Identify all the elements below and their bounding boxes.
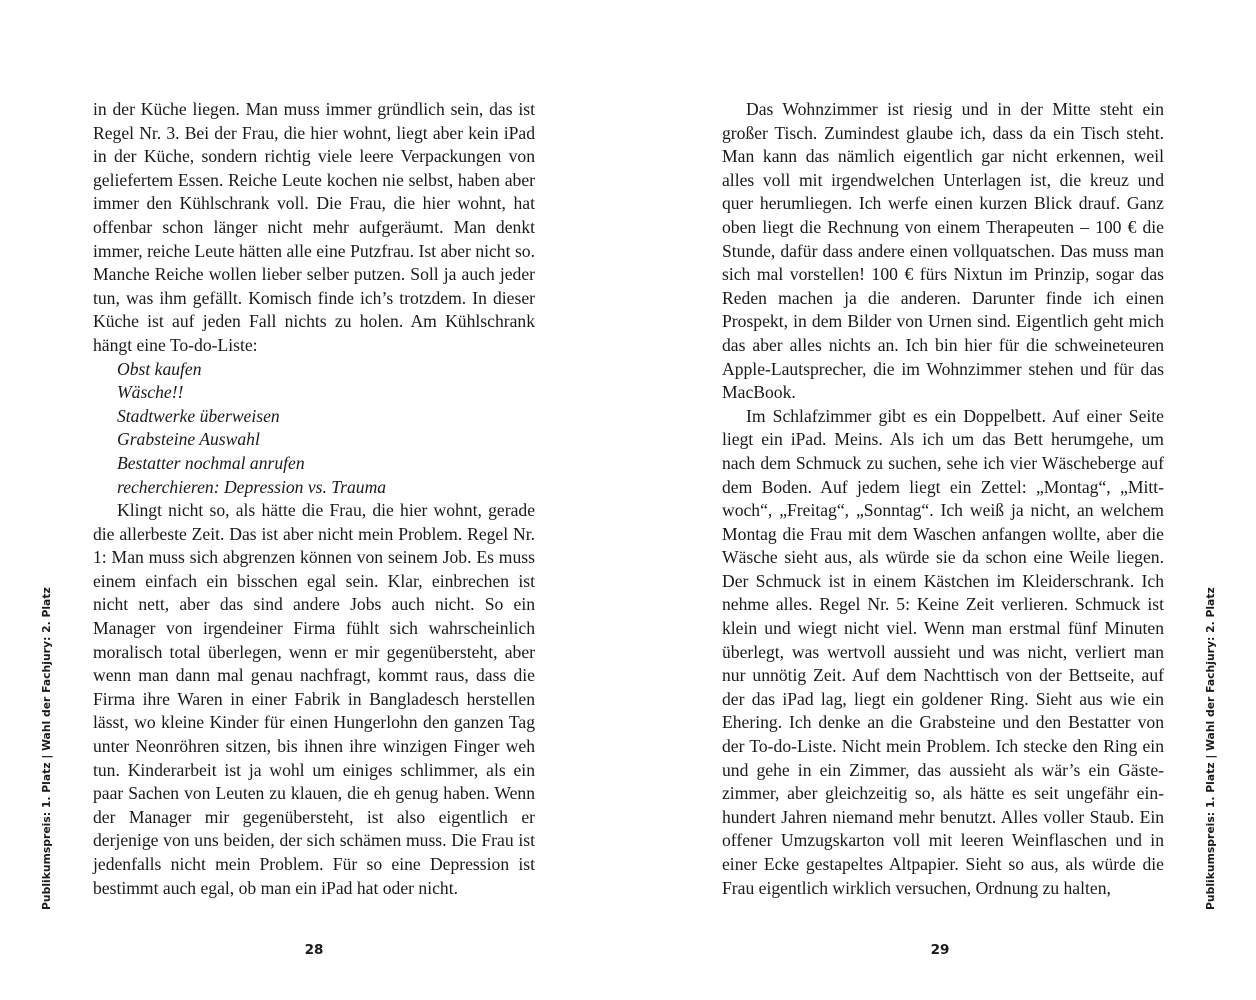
left-side-label: Publikumspreis: 1. Platz | Wahl der Fachjury: 2. Platz: [40, 587, 53, 910]
right-page: [628, 0, 1256, 1000]
right-paragraph-1: Das Wohnzimmer ist riesig und in der Mitte steht ein großer Tisch. Zumindest glaube ich, dass da ein Tisch steht. Man kann das nämlich eigentlich gar nicht erkennen, weil alles voll mit irgendwelchen Unterlagen ist, die kreuz und quer herumliegen. Ich werfe einen kurzen Blick drauf. Ganz oben liegt die Rechnung von einem Therapeuten – 100 € die Stunde, dafür dass andere einen vollquatschen. Das muss man sich mal vorstellen! 100 € fürs Nixtun im Prinzip, sogar das Reden machen ja die anderen. Darunter finde ich einen Prospekt, in dem Bilder von Urnen sind. Eigentlich geht mich das aber alles nichts an. Ich bin hier für die schweineteuren Apple-Lautsprecher, die im Wohnzimmer stehen und für das MacBook.: [722, 99, 1164, 403]
left-paragraph-1: in der Küche liegen. Man muss immer gründlich sein, das ist Regel Nr. 3. Bei der Frau, die hier wohnt, liegt aber kein iPad in der Küche, sondern richtig viele leere Verpackungen von geliefertem Essen. Reiche Leute kochen nie selbst, haben aber immer den Kühlschrank voll. Die Frau, die hier wohnt, hat offenbar schon länger nicht mehr aufgeräumt. Man denkt immer, reiche Leute hätten alle eine Putzfrau. Ist aber nicht so. Manche Reiche wollen lieber selber putzen. Soll ja auch jeder tun, was ihm gefällt. Komisch finde ich’s trotzdem. In dieser Küche ist auf jeden Fall nichts zu holen. Am Kühlschrank hängt eine To-do-Liste:: [93, 99, 535, 355]
todo-item: Stadtwerke überweisen: [117, 405, 280, 426]
right-paragraph-2: Im Schlafzimmer gibt es ein Doppelbett. Auf einer Seite liegt ein iPad. Meins. Als ich um das Bett herumgehe, um nach dem Schmuck zu suchen, sehe ich vier Wäscheberge auf dem Boden. Auf jedem liegt ein Zettel: „Montag“, „Mittwoch“, „Freitag“, „Sonntag“. Ich weiß ja nicht, an welchem Montag die Frau mit dem Waschen anfangen wollte, aber die Wäsche sieht aus, als würde sie da schon eine Weile liegen. Der Schmuck ist in einem Kästchen im Kleiderschrank. Ich nehme alles. Regel Nr. 5: Keine Zeit verlieren. Schmuck ist klein und wiegt nicht viel. Wenn man erstmal fünf Minuten überlegt, was wertvoll aussieht und was nicht, verliert man nur unnötig Zeit. Auf dem Nachttisch von der Bettseite, auf der das iPad lag, liegt ein goldener Ring. Sieht aus wie ein Ehering. Ich denke an die Grabsteine und den Bestatter von der To-do-Liste. Nicht mein Problem. Ich stecke den Ring ein und gehe in ein Zimmer, das aussieht als wär’s ein Gästezimmer, aber gleichzeitig so, als hätte es seit ungefähr einhundert Jahren niemand mehr benutzt. Alles voller Staub. Ein offener Umzugskarton voll mit leeren Weinflaschen und in einer Ecke gestapeltes Altpapier. Sieht so aus, als würde die Frau eigentlich wirklich versuchen, Ordnung zu halten,: [722, 405, 1164, 898]
right-side-label: Publikumspreis: 1. Platz | Wahl der Fachjury: 2. Platz: [1204, 587, 1217, 910]
right-page-body: [722, 98, 1164, 900]
todo-item: Obst kaufen: [117, 358, 202, 379]
todo-item: Grabsteine Auswahl: [117, 429, 260, 450]
left-page-body: [93, 98, 535, 900]
todo-item: recherchieren: Depression vs. Trauma: [117, 476, 387, 497]
right-page-number: 29: [930, 942, 950, 958]
left-paragraph-2: Klingt nicht so, als hätte die Frau, die hier wohnt, gerade die allerbeste Zeit. Das ist aber nicht mein Problem. Regel Nr. 1: Man muss sich abgrenzen können von seinem Job. Es muss einem einfach ein bisschen egal sein. Klar, einbrechen ist nicht nett, aber das sind andere Jobs auch nicht. So ein Manager von irgendeiner Firma fühlt sich wahrscheinlich moralisch total überlegen, wenn er mir gegenübersteht, aber wenn man dann mal genau nachfragt, kommt raus, dass die Firma ihre Waren in einer Fabrik in Bangladesch herstellen lässt, wo kleine Kinder für einen Hungerlohn den ganzen Tag unter Neonröhren sitzen, bis ihnen ihre winzigen Finger weh tun. Kinderarbeit ist ja wohl um einiges schlimmer, als ein paar Sachen von Leuten zu klauen, die eh genug haben. Wenn der Manager mir gegenübersteht, ist also eigentlich er derjenige von uns beiden, der sich schämen muss. Die Frau ist jedenfalls nicht mein Problem. Für so eine Depression ist bestimmt auch egal, ob man ein iPad hat oder nicht.: [93, 500, 535, 898]
todo-item: Wäsche!!: [117, 382, 184, 403]
left-page-number: 28: [304, 942, 324, 958]
todo-item: Bestatter nochmal anrufen: [117, 452, 305, 473]
todo-list: [93, 358, 535, 500]
